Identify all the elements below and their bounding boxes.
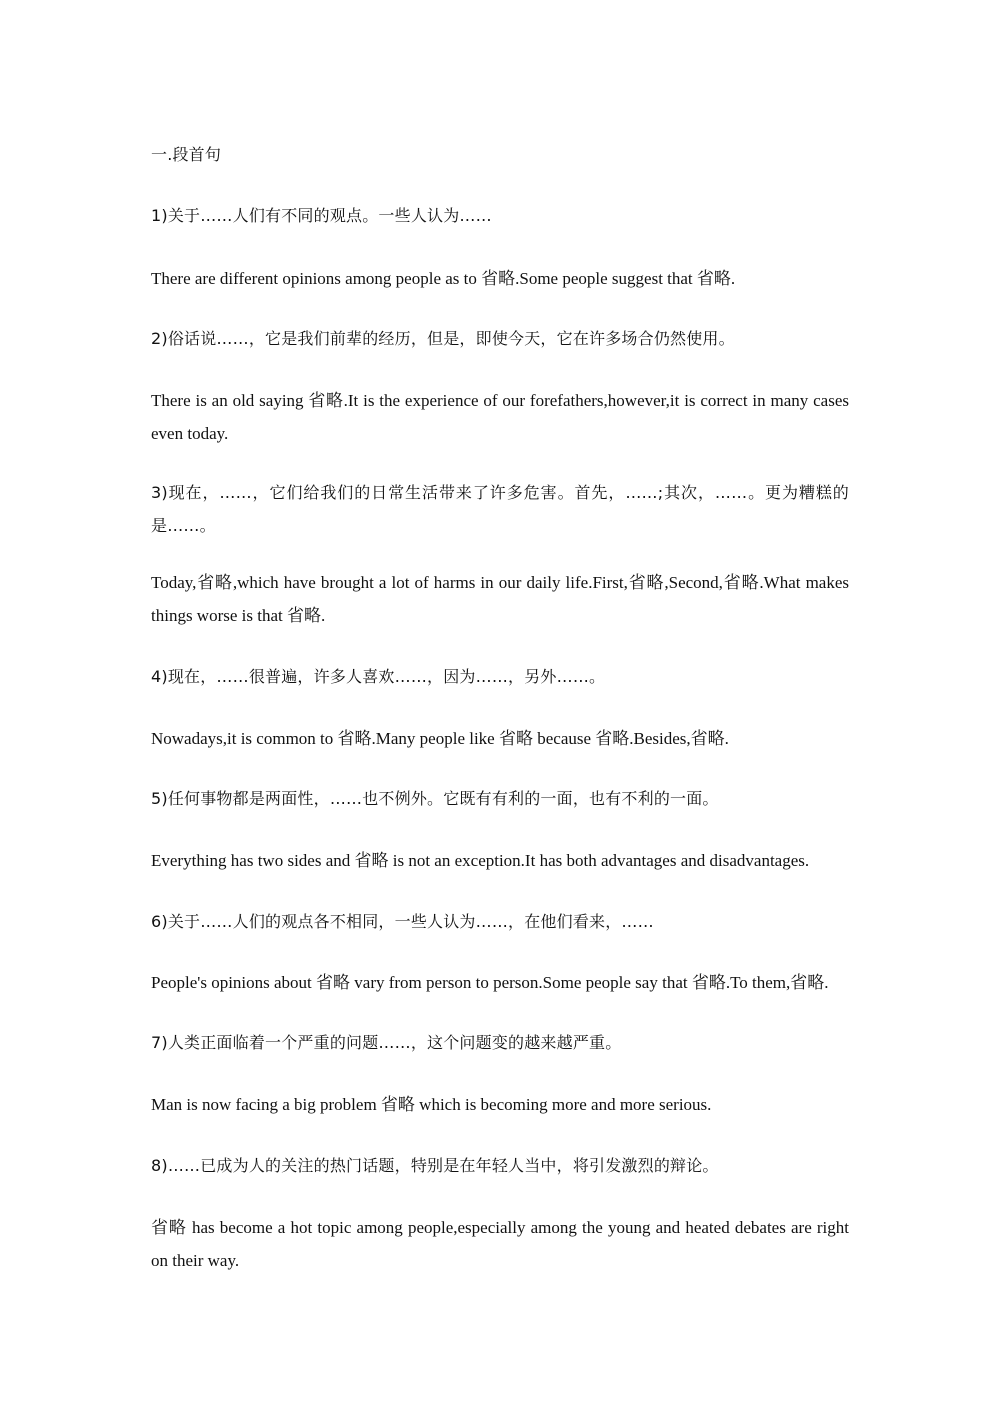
item-4-english: Nowadays,it is common to 省略.Many people like 省略 because 省略.Besides,省略. — [151, 729, 729, 748]
item-8-chinese: 8)……已成为人的关注的热门话题，特别是在年轻人当中，将引发激烈的辩论。 — [151, 1156, 719, 1175]
item-3-english: Today,省略,which have brought a lot of harms in our daily life.First,省略,Second,省略.What makes things worse is that 省略. — [151, 573, 849, 625]
item-1-english: There are different opinions among people as to 省略.Some people suggest that 省略. — [151, 269, 736, 288]
item-1-chinese: 1)关于……人们有不同的观点。一些人认为…… — [151, 206, 492, 225]
item-8-english: 省略 has become a hot topic among people,especially among the young and heated debates are right on their way. — [151, 1218, 849, 1270]
item-2-chinese: 2)俗话说……，它是我们前辈的经历，但是，即使今天，它在许多场合仍然使用。 — [151, 329, 735, 348]
item-2-english: There is an old saying 省略.It is the experience of our forefathers,however,it is correct in many cases even today. — [151, 391, 849, 443]
item-7-english: Man is now facing a big problem 省略 which is becoming more and more serious. — [151, 1095, 712, 1114]
item-4-chinese: 4)现在，……很普遍，许多人喜欢……，因为……，另外……。 — [151, 667, 606, 686]
item-6-chinese: 6)关于……人们的观点各不相同，一些人认为……，在他们看来，…… — [151, 912, 654, 931]
item-7-chinese: 7)人类正面临着一个严重的问题……，这个问题变的越来越严重。 — [151, 1033, 622, 1052]
item-5-english: Everything has two sides and 省略 is not an exception.It has both advantages and disadvantages. — [151, 851, 810, 870]
item-5-chinese: 5)任何事物都是两面性，……也不例外。它既有有利的一面，也有不利的一面。 — [151, 789, 719, 808]
section-heading: 一.段首句 — [151, 145, 222, 164]
item-3-chinese: 3)现在，……，它们给我们的日常生活带来了许多危害。首先，……;其次，……。更为糟糕的是……。 — [151, 483, 849, 535]
item-6-english: People's opinions about 省略 vary from person to person.Some people say that 省略.To them,省略. — [151, 973, 829, 992]
